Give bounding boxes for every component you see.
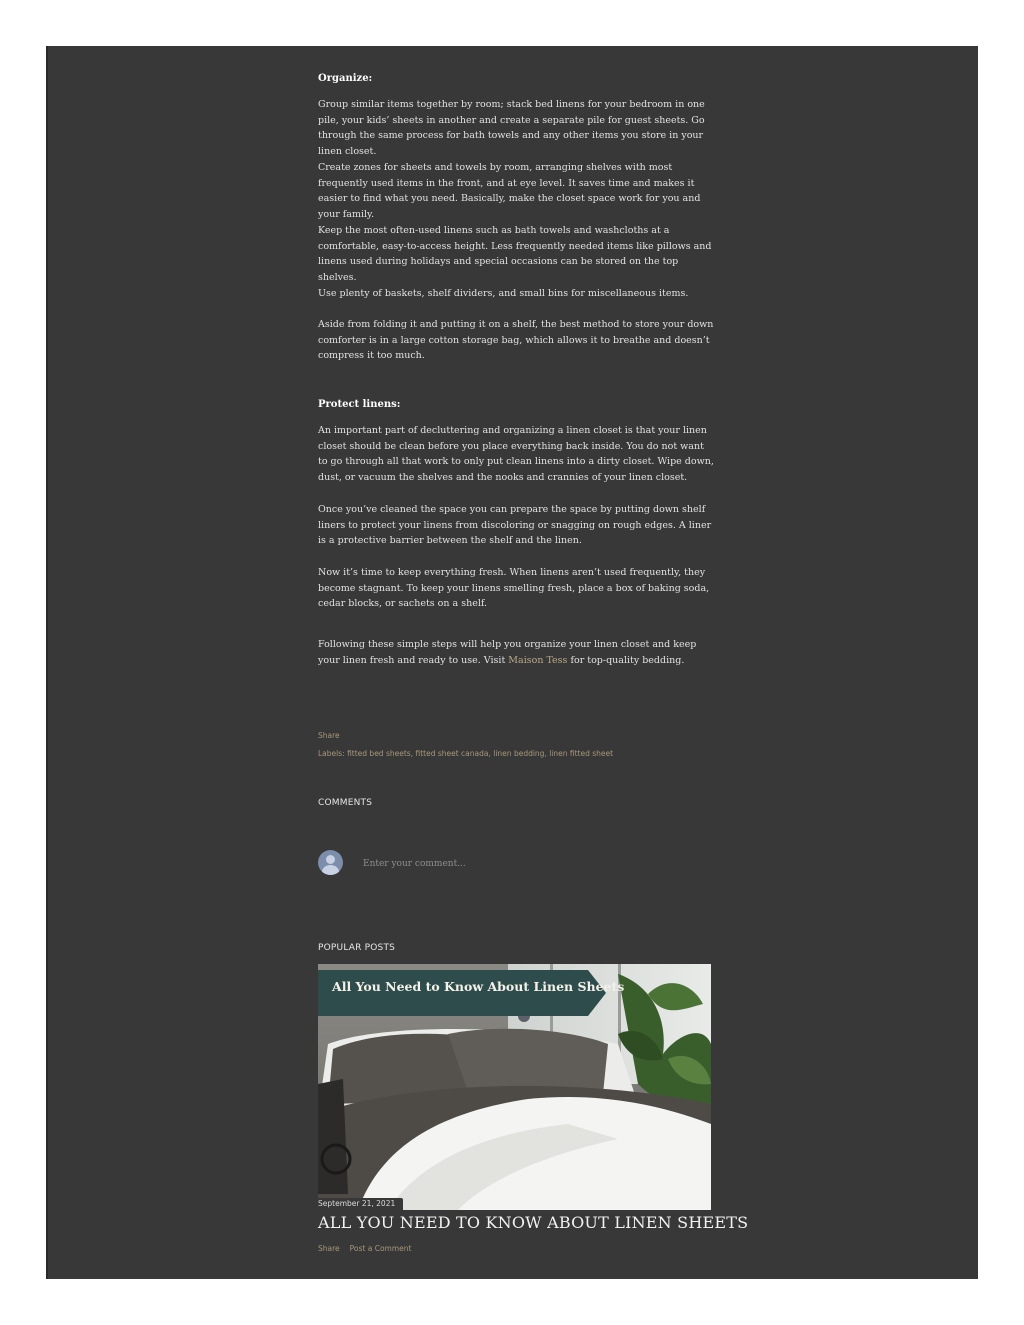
paragraph: An important part of decluttering and organizing a linen closet is that your linen closet should be clean before you place everything back inside. You do not want to go through all that work to only put clean linens into a dirty closet. Wipe down, dust, or vacuum the shelves and the nooks and crannies of your linen closet. [318,425,714,483]
share-button[interactable]: Share [318,731,340,740]
paragraph: Keep the most often-used linens such as bath towels and washcloths at a comfortable, easy-to-access height. Less frequently needed items like pillows and linens used during holidays and special occasions can be stored on the top shelves. [318,225,712,283]
maison-tess-link[interactable]: Maison Tess [508,654,568,666]
paragraph: Group similar items together by room; stack bed linens for your bedroom in one pile, your kids’ sheets in another and create a separate pile for guest sheets. Go through the same process for bath towels and any other items you store in your linen closet. [318,99,705,157]
label-link[interactable]: linen fitted sheet [549,749,614,758]
paragraph: Create zones for sheets and towels by room, arranging shelves with most frequently used items in the front, and at eye level. It saves time and makes it easier to find what you need. Basically, make the closet space work for you and your family. [318,162,701,220]
labels-prefix: Labels: [318,749,348,758]
organize-heading: Organize: [318,73,373,84]
share-button[interactable]: Share [318,1244,340,1253]
closing-text-end: for top-quality bedding. [567,654,685,666]
post-labels: Labels: fitted bed sheets, fitted sheet canada, linen bedding, linen fitted sheet [318,749,614,758]
post-date: September 21, 2021 [318,1198,403,1210]
label-link[interactable]: fitted sheet canada [415,749,489,758]
avatar-head [326,855,335,864]
popular-posts-title: POPULAR POSTS [318,943,396,953]
paragraph: Now it’s time to keep everything fresh. When linens aren’t used frequently, they become stagnant. To keep your linens smelling fresh, place a box of baking soda, cedar blocks, or sachets on a shelf. [318,567,710,610]
closing-paragraph [318,637,714,668]
paragraph: Use plenty of baskets, shelf dividers, and small bins for miscellaneous items. [318,288,689,299]
paragraph: Aside from folding it and putting it on a shelf, the best method to store your down comforter is in a large cotton storage bag, which allows it to breathe and doesn’t compress it too much. [318,319,714,362]
post-comment-link[interactable]: Post a Comment [349,1244,412,1253]
protect-heading: Protect linens: [318,399,401,410]
image-banner-text: All You Need to Know About Linen Sheets [332,979,625,994]
comments-title: COMMENTS [318,798,373,808]
popular-post-title[interactable]: ALL YOU NEED TO KNOW ABOUT LINEN SHEETS [318,1213,749,1232]
closing-text: Following these simple steps will help you organize your linen closet and keep your linen fresh and ready to use. Visit [318,639,697,666]
popular-post-image[interactable] [318,964,711,1210]
avatar-body [322,865,339,875]
popular-post-actions [318,1244,411,1253]
avatar [318,850,343,875]
main-panel [46,46,978,1279]
paragraph: Once you’ve cleaned the space you can prepare the space by putting down shelf liners to protect your linens from discoloring or snagging on rough edges. A liner is a protective barrier between the shelf and the linen. [318,504,712,547]
label-link[interactable]: linen bedding [493,749,545,758]
comment-input[interactable] [363,856,663,872]
label-link[interactable]: fitted bed sheets [347,749,411,758]
post-share [318,731,340,740]
